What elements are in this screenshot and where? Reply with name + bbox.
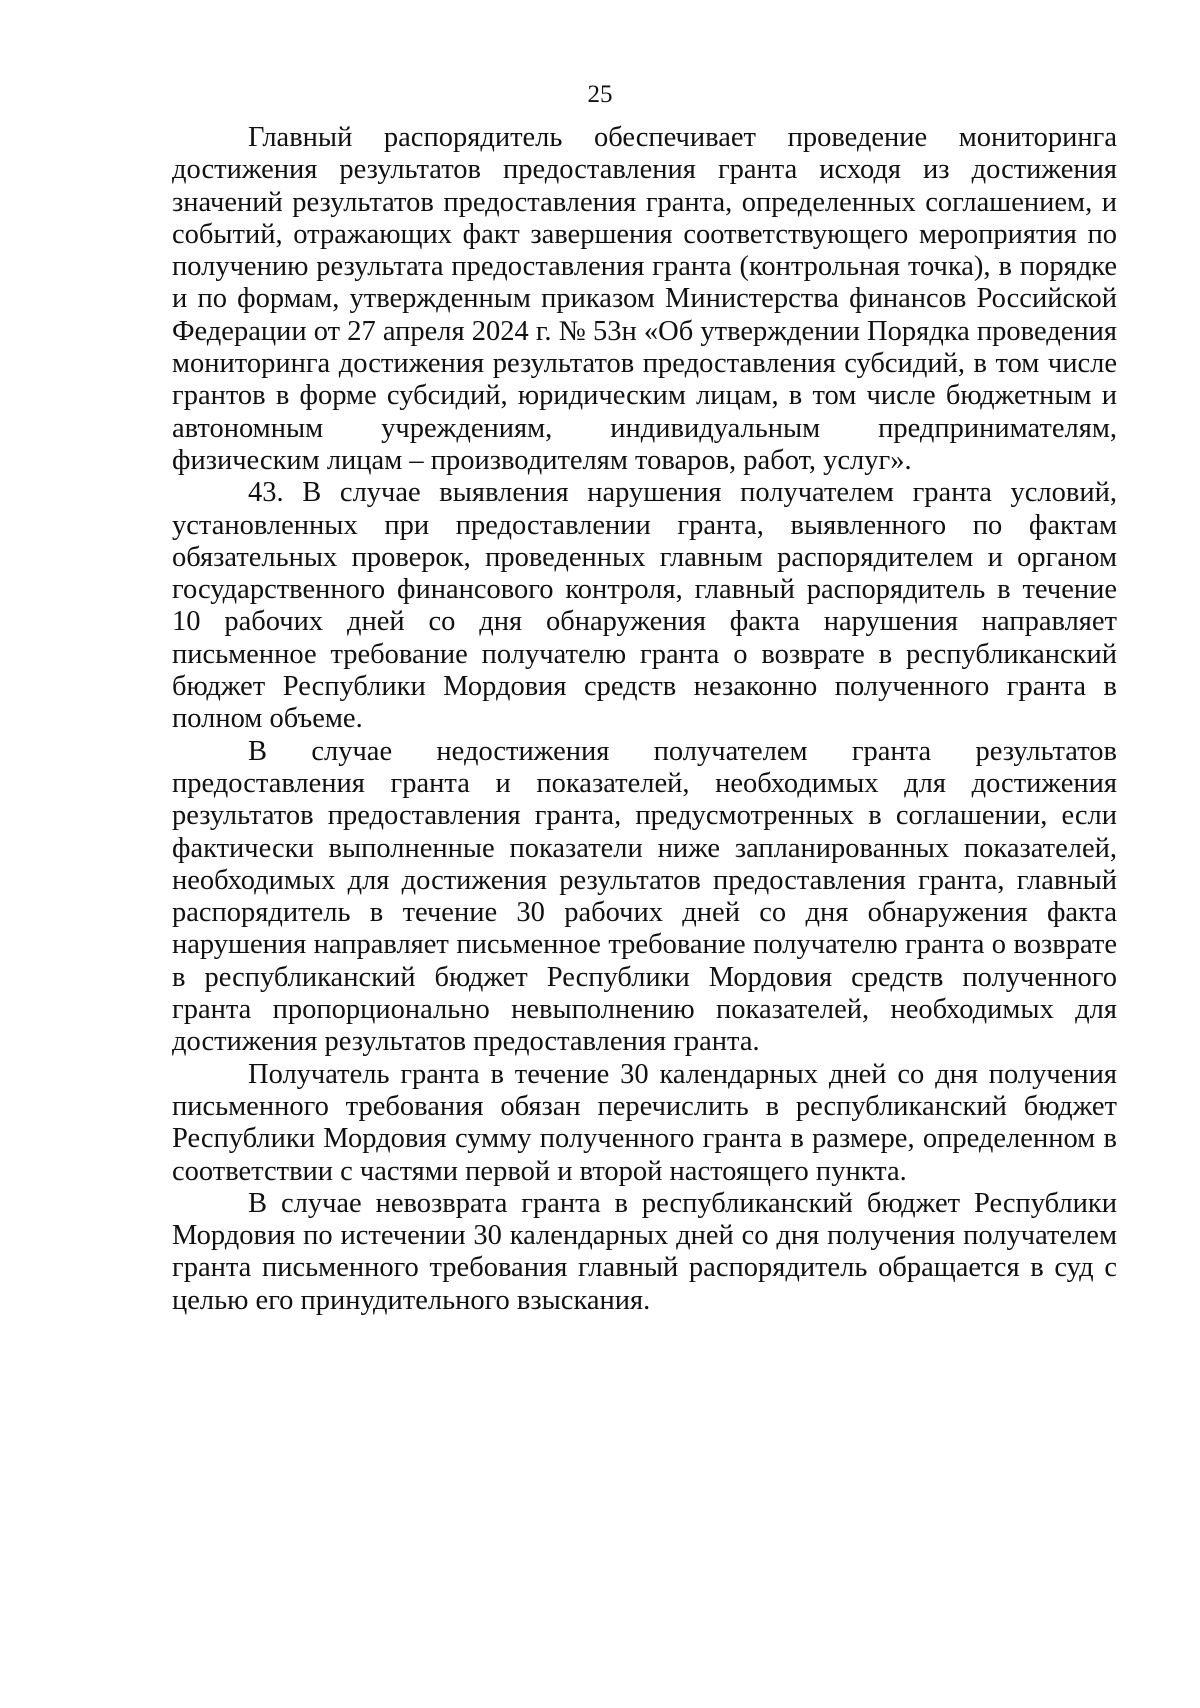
paragraph-underachievement: В случае недостижения получателем гранта результатов предоставления гранта и показателей, необходимых для достижения результатов предоставления гранта, предусмотренных в соглашении, если фактически выполненные показатели ниже запланированных показателей, необходимых для достижения результатов предоставления гранта, главный распорядитель в течение 30 рабочих дней со дня обнаружения факта нарушения направляет письменное требование получателю гранта о возврате в республиканский бюджет Республики Мордовия средств полученного гранта пропорционально невыполнению показателей, необходимых для достижения результатов предоставления гранта. [172,735,1117,1058]
page-number: 25 [587,81,613,108]
paragraph-repayment: Получатель гранта в течение 30 календарных дней со дня получения письменного требования обязан перечислить в республиканский бюджет Республики Мордовия сумму полученного гранта в размере, определенном в соответствии с частями первой и второй настоящего пункта. [172,1058,1117,1187]
paragraph-item-43: 43. В случае выявления нарушения получателем гранта условий, установленных при предоставлении гранта, выявленного по фактам обязательных проверок, проведенных главным распорядителем и органом государственного финансового контроля, главный распорядитель в течение 10 рабочих дней со дня обнаружения факта нарушения направляет письменное требование получателю гранта о возврате в республиканский бюджет Республики Мордовия средств незаконно полученного гранта в полном объеме. [172,477,1117,735]
paragraph-court-recovery: В случае невозврата гранта в республиканский бюджет Республики Мордовия по истечении 30 календарных дней со дня получения получателем гранта письменного требования главный распорядитель обращается в суд с целью его принудительного взыскания. [172,1187,1117,1316]
document-body [172,122,1117,1317]
paragraph-monitoring: Главный распорядитель обеспечивает проведение мониторинга достижения результатов предоставления гранта исходя из достижения значений результатов предоставления гранта, определенных соглашением, и событий, отражающих факт завершения соответствующего мероприятия по получению результата предоставления гранта (контрольная точка), в порядке и по формам, утвержденным приказом Министерства финансов Российской Федерации от 27 апреля 2024 г. № 53н «Об утверждении Порядка проведения мониторинга достижения результатов предоставления субсидий, в том числе грантов в форме субсидий, юридическим лицам, в том числе бюджетным и автономным учреждениям, индивидуальным предпринимателям, физическим лицам – производителям товаров, работ, услуг». [172,122,1117,476]
